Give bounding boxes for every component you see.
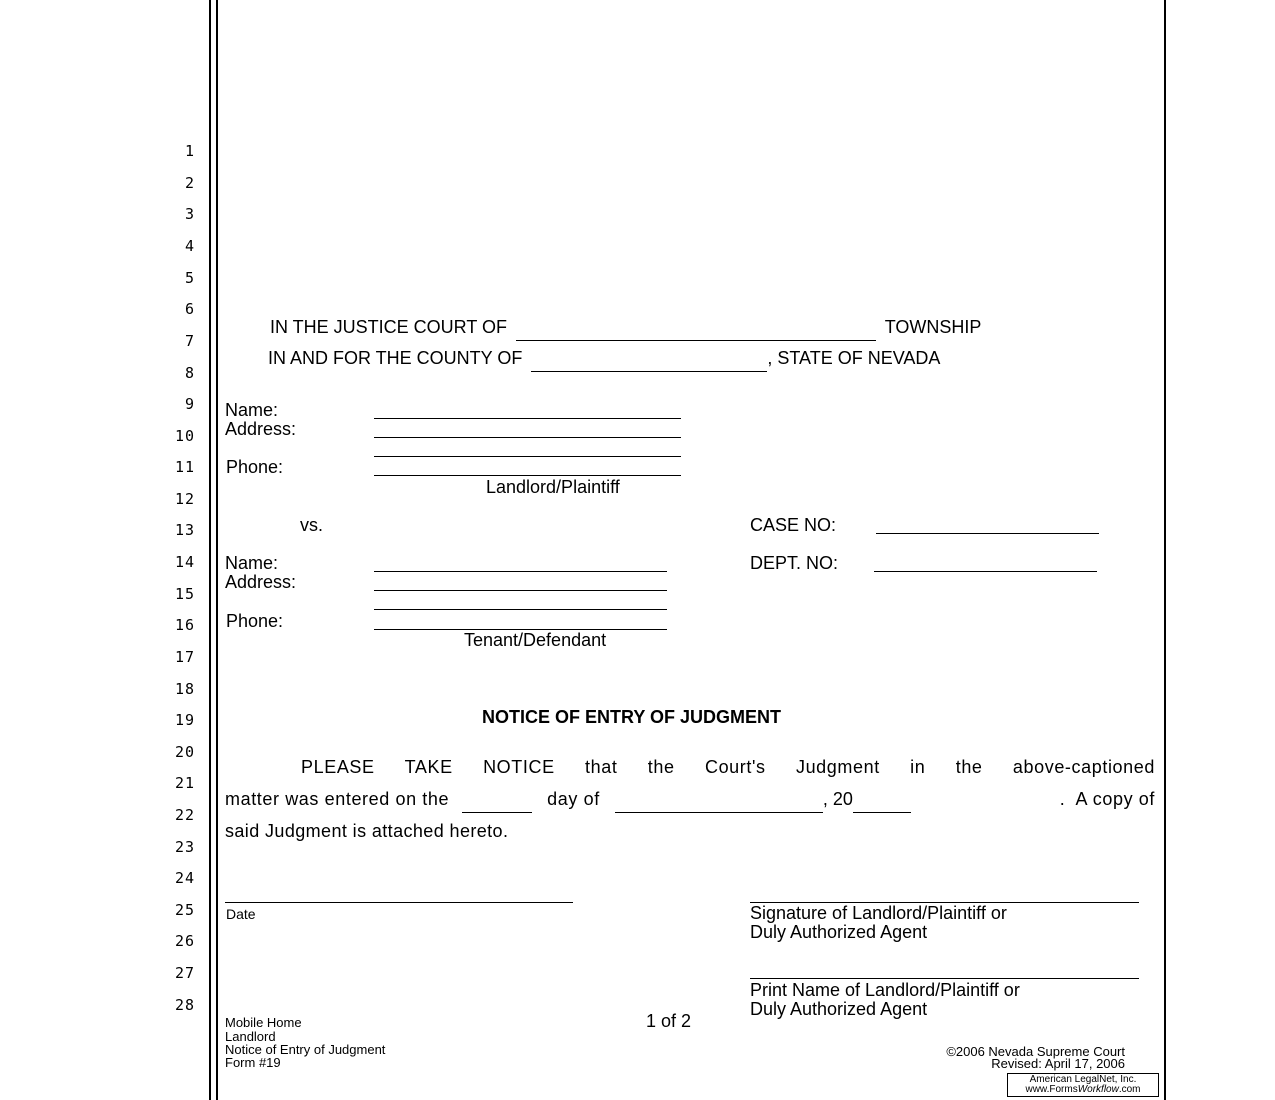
right-margin-rule [1164, 0, 1166, 1100]
plaintiff-address-line-1 [374, 437, 681, 438]
court-line-end: TOWNSHIP [884, 317, 982, 337]
line-number: 26 [174, 932, 195, 950]
footer-left-4: Form #19 [225, 1055, 281, 1070]
line-number: 18 [174, 680, 195, 698]
line-number: 4 [184, 237, 195, 255]
case-no-label: CASE NO: [750, 515, 837, 535]
line-number: 27 [174, 964, 195, 982]
defendant-phone-label: Phone: [226, 611, 284, 631]
line-number: 1 [184, 142, 195, 160]
badge-line-2 [1008, 1085, 1158, 1095]
line-number: 19 [174, 711, 195, 729]
notice-line-2 [225, 789, 1155, 813]
line-number: 24 [174, 869, 195, 887]
footer-left-1: Mobile Home [225, 1015, 302, 1030]
line-number: 17 [174, 648, 195, 666]
defendant-address-label: Address: [225, 572, 297, 592]
line-number: 2 [184, 174, 195, 192]
plaintiff-phone-line [374, 475, 681, 476]
line-number: 12 [174, 490, 195, 508]
badge-line-2b: Workflow [1077, 1084, 1119, 1095]
notice-line-2-a: matter was entered on the [225, 789, 450, 809]
court-line [270, 317, 981, 341]
county-line [268, 348, 940, 372]
date-label: Date [226, 906, 256, 922]
plaintiff-phone-label: Phone: [226, 457, 284, 477]
line-number: 10 [174, 427, 195, 445]
line-number: 28 [174, 996, 195, 1014]
line-number: 22 [174, 806, 195, 824]
notice-line-2-c: , 20 [822, 789, 853, 809]
court-name-blank [516, 319, 876, 341]
county-line-start: IN AND FOR THE COUNTY OF [268, 348, 523, 368]
plaintiff-address-line-2 [374, 456, 681, 457]
line-number: 21 [174, 774, 195, 792]
notice-line-3: said Judgment is attached hereto. [225, 821, 509, 841]
line-number: 20 [174, 743, 195, 761]
dept-no-line [874, 571, 1097, 572]
plaintiff-role: Landlord/Plaintiff [486, 477, 620, 497]
plaintiff-name-line [374, 418, 681, 419]
page-number: 1 of 2 [646, 1011, 692, 1031]
line-number: 11 [174, 458, 195, 476]
defendant-address-line-1 [374, 590, 667, 591]
line-number: 5 [184, 269, 195, 287]
line-number: 9 [184, 395, 195, 413]
court-line-start: IN THE JUSTICE COURT OF [270, 317, 508, 337]
signature-label-1: Signature of Landlord/Plaintiff or [750, 903, 1007, 923]
case-no-line [876, 533, 1099, 534]
legalnet-badge [1007, 1073, 1159, 1097]
county-line-end: , STATE OF NEVADA [767, 348, 941, 368]
left-margin-rule-inner [216, 0, 218, 1100]
notice-line-2-b: day of [547, 789, 600, 809]
versus-label: vs. [300, 515, 324, 535]
county-name-blank [531, 350, 767, 372]
left-margin-rule-outer [209, 0, 211, 1100]
footer-left-3: Notice of Entry of Judgment [225, 1042, 386, 1057]
defendant-role: Tenant/Defendant [464, 630, 607, 650]
line-number: 8 [184, 364, 195, 382]
year-blank [853, 791, 911, 813]
line-number: 13 [174, 521, 195, 539]
notice-line-2-d: . A copy of [1059, 789, 1155, 809]
defendant-name-label: Name: [225, 553, 279, 573]
print-name-line [750, 978, 1139, 979]
badge-line-2a: www.Forms [1025, 1084, 1078, 1095]
footer-right-2: Revised: April 17, 2006 [991, 1056, 1125, 1071]
defendant-address-line-2 [374, 609, 667, 610]
plaintiff-address-label: Address: [225, 419, 297, 439]
print-name-label-2: Duly Authorized Agent [750, 999, 928, 1019]
line-number: 23 [174, 838, 195, 856]
line-number: 3 [184, 205, 195, 223]
line-number: 15 [174, 585, 195, 603]
notice-title: NOTICE OF ENTRY OF JUDGMENT [482, 707, 782, 727]
date-line [225, 902, 573, 903]
line-number: 16 [174, 616, 195, 634]
badge-line-2c: .com [1118, 1084, 1141, 1095]
month-blank [615, 791, 823, 813]
print-name-label-1: Print Name of Landlord/Plaintiff or [750, 980, 1020, 1000]
notice-line-1: PLEASE TAKE NOTICE that the Court's Judgment in the above-captioned [301, 757, 1155, 777]
line-number: 7 [184, 332, 195, 350]
line-number: 14 [174, 553, 195, 571]
badge-line-1: American LegalNet, Inc. [1029, 1074, 1137, 1085]
defendant-name-line [374, 571, 667, 572]
line-number: 6 [184, 300, 195, 318]
footer-left-2: Landlord [225, 1029, 276, 1044]
signature-label-2: Duly Authorized Agent [750, 922, 928, 942]
day-blank [462, 791, 532, 813]
dept-no-label: DEPT. NO: [750, 553, 839, 573]
line-number: 25 [174, 901, 195, 919]
plaintiff-name-label: Name: [225, 400, 279, 420]
footer-right-1: ©2006 Nevada Supreme Court [946, 1044, 1125, 1059]
